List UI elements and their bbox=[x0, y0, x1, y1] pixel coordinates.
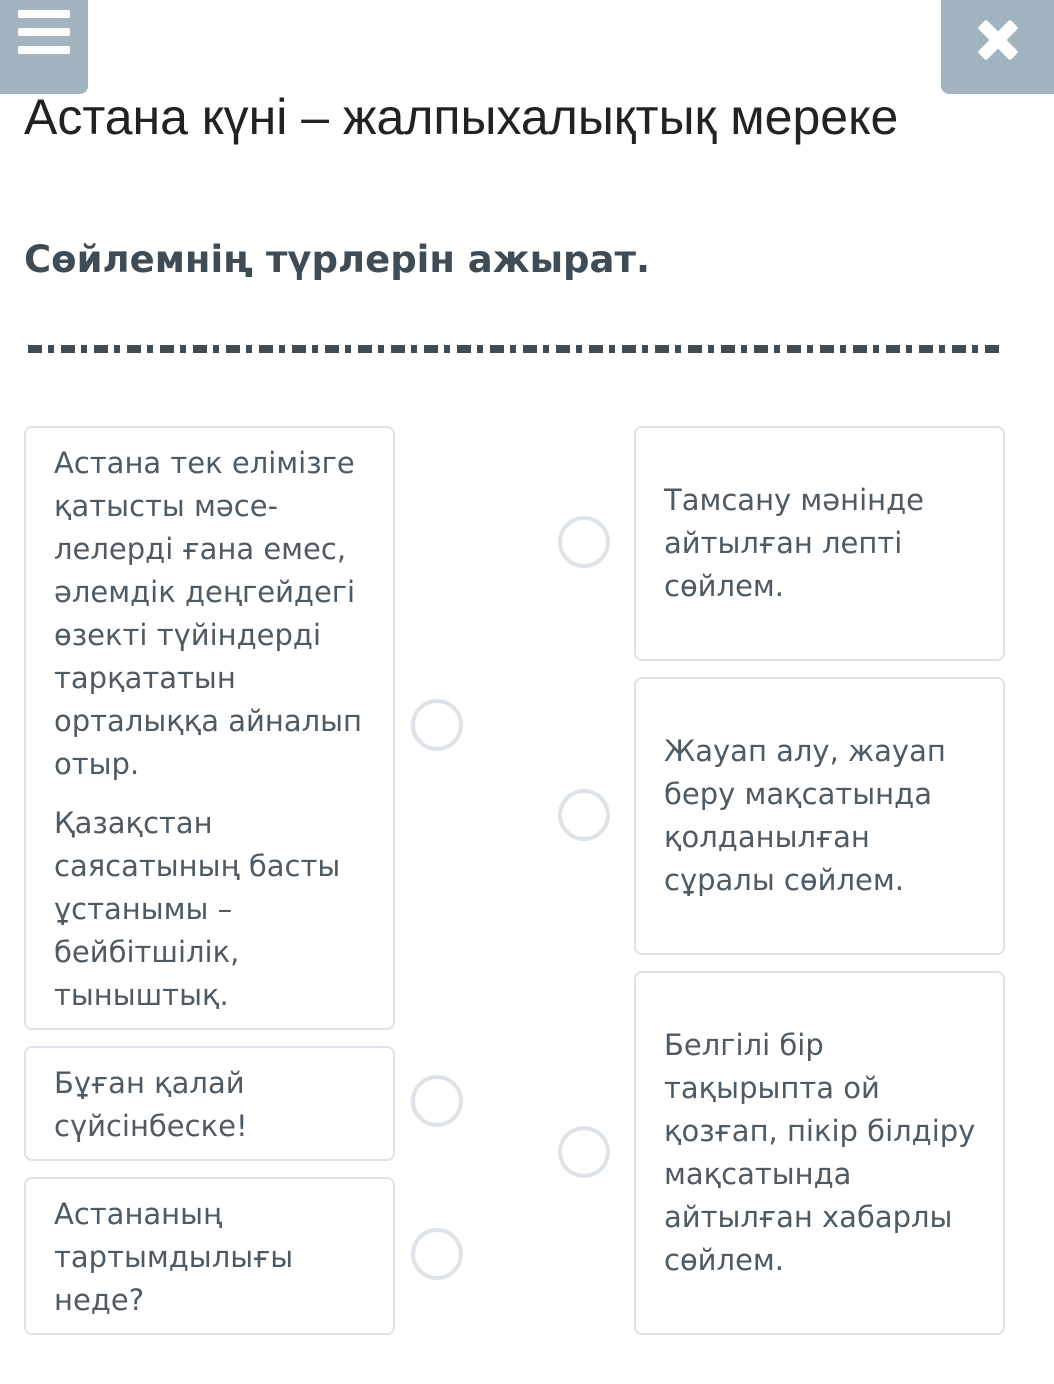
left-card-3-text: Астананың тартымдылығы неде? bbox=[54, 1197, 294, 1317]
right-card-1[interactable] bbox=[634, 426, 1005, 661]
right-card-3-connector[interactable] bbox=[558, 1126, 610, 1178]
close-button[interactable] bbox=[941, 0, 1054, 94]
left-card-1-connector[interactable] bbox=[411, 699, 463, 751]
hamburger-menu-icon bbox=[18, 10, 70, 54]
left-card-3-connector[interactable] bbox=[411, 1228, 463, 1280]
left-card-1[interactable] bbox=[24, 426, 395, 1030]
left-card-1-text-1: Астана тек елімізге қатысты мәсе-лелерді ғана емес, әлемдік деңгейдегі өзекті түйіндерді тарқататын орталыққа айналып отыр. bbox=[54, 446, 363, 781]
left-card-3[interactable] bbox=[24, 1177, 395, 1335]
right-card-2[interactable] bbox=[634, 677, 1005, 955]
left-card-2-connector[interactable] bbox=[411, 1075, 463, 1127]
left-card-2[interactable] bbox=[24, 1046, 395, 1161]
right-card-2-connector[interactable] bbox=[558, 789, 610, 841]
page-title: Астана күні – жалпыхалықтық мереке bbox=[24, 89, 899, 145]
obscured-text-divider bbox=[28, 345, 1002, 353]
left-card-2-text: Бұған қалай сүйсінбеске! bbox=[54, 1066, 248, 1143]
right-card-3-text: Белгілі бір тақырыпта ой қозғап, пікір білдіру мақсатында айтылған хабарлы сөйлем. bbox=[664, 1028, 976, 1277]
right-card-2-text: Жауап алу, жауап беру мақсатында қолданылған сұралы сөйлем. bbox=[664, 734, 946, 897]
close-icon bbox=[978, 20, 1018, 60]
right-card-3[interactable] bbox=[634, 971, 1005, 1335]
menu-button[interactable] bbox=[0, 0, 88, 94]
left-card-1-text-2: Қазақстан саясатының басты ұстанымы – бейбітшілік, тыныштық. bbox=[54, 806, 341, 1012]
right-card-1-text: Тамсану мәнінде айтылған лепті сөйлем. bbox=[664, 483, 925, 603]
right-card-1-connector[interactable] bbox=[558, 516, 610, 568]
instruction-text: Сөйлемнің түрлерін ажырат. bbox=[24, 238, 651, 281]
